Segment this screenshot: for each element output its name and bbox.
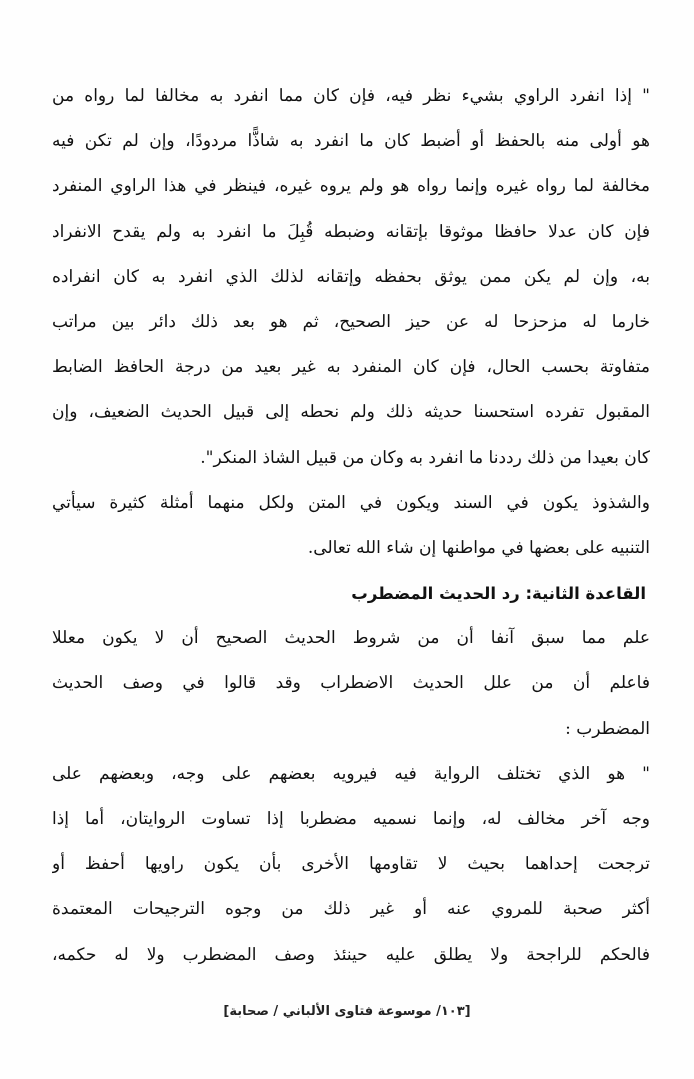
text-line: هو أولى منه بالحفظ أو أضبط كان ما انفرد به شاذًّا مردودًا، وإن لم تكن فيه bbox=[52, 131, 650, 152]
text-line: " إذا انفرد الراوي بشيء نظر فيه، فإن كان مما انفرد به مخالفا لما رواه من bbox=[52, 86, 650, 106]
page-footer: [١٠٣/ موسوعة فتاوى الألباني / صحابة] bbox=[223, 1004, 471, 1019]
text-line: التنبيه على بعضها في مواطنها إن شاء الله تعالى. bbox=[307, 537, 650, 558]
text-line: فاعلم أن من علل الحديث الاضطراب وقد قالوا في وصف الحديث bbox=[52, 673, 650, 694]
text-line: وجه آخر مخالف له، وإنما نسميه مضطربا إذا تساوت الروايتان، أما إذا bbox=[52, 809, 650, 829]
text-line: علم مما سبق آنفا أن من شروط الحديث الصحيح أن لا يكون معللا bbox=[52, 628, 650, 649]
text-line: المقبول تفرده استحسنا حديثه ذلك ولم نحطه إلى قبيل الحديث الضعيف، وإن bbox=[52, 402, 650, 423]
text-line: فإن كان عدلا حافظا موثوقا بإتقانه وضبطه قُبِلَ ما انفرد به ولم يقدح الانفراد bbox=[52, 221, 650, 242]
text-line: أكثر صحبة للمروي عنه أو غير ذلك من وجوه الترجيحات المعتمدة bbox=[52, 899, 650, 920]
text-line: خارما له مزحزحا له عن حيز الصحيح، ثم هو بعد ذلك دائر بين مراتب bbox=[52, 311, 650, 332]
text-line: به، وإن لم يكن ممن يوثق بحفظه وإتقانه لذلك الذي انفرد به كان انفراده bbox=[52, 266, 650, 287]
text-line: ترجحت إحداهما بحيث لا تقاومها الأخرى بأن يكون راويها أحفظ أو bbox=[52, 854, 650, 875]
body-text bbox=[52, 74, 650, 978]
text-line: متفاوتة بحسب الحال، فإن كان المنفرد به غير بعيد من درجة الحافظ الضابط bbox=[52, 357, 650, 378]
text-line: مخالفة لما رواه غيره وإنما رواه هو ولم يروه غيره، فينظر في هذا الراوي المنفرد bbox=[52, 176, 650, 197]
text-line: والشذوذ يكون في السند ويكون في المتن ولكل منهما أمثلة كثيرة سيأتي bbox=[52, 492, 650, 513]
section-heading: القاعدة الثانية: رد الحديث المضطرب bbox=[351, 584, 646, 604]
text-line: كان بعيدا من ذلك رددنا ما انفرد به وكان من قبيل الشاذ المنكر". bbox=[200, 447, 650, 468]
text-line: المضطرب : bbox=[565, 718, 650, 739]
text-line: " هو الذي تختلف الرواية فيه فيرويه بعضهم على وجه، وبعضهم على bbox=[52, 763, 650, 784]
text-line: فالحكم للراجحة ولا يطلق عليه حينئذ وصف المضطرب ولا له حكمه، bbox=[52, 944, 650, 965]
